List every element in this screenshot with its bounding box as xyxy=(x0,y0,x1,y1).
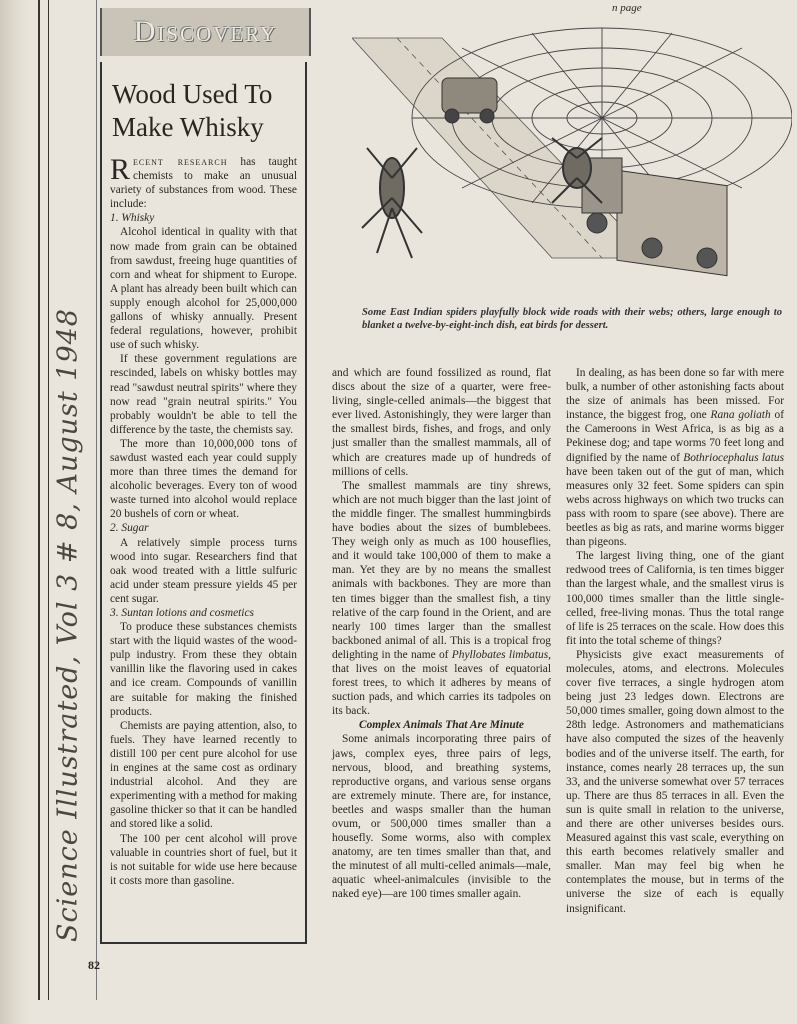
margin-rule xyxy=(48,0,49,1000)
section-label-discovery: Discovery xyxy=(100,8,311,56)
spider-icon xyxy=(362,148,422,258)
sidebar-body xyxy=(110,155,297,888)
text-run: have been taken out of the gut of man, which measures only 32 feet. Some spiders can spin webs across highways on which two trucks can pass with room to spare (see above). There are beetles as big as rats, and marine worms bigger than pigeons. xyxy=(566,465,784,549)
subheading: 3. Suntan lotions and cosmetics xyxy=(110,607,254,619)
paragraph: The 100 per cent alcohol will prove valuable in countries short of fuel, but it is not suitable for wide use here because it costs more than gasoline. xyxy=(110,832,297,887)
margin-rule xyxy=(38,0,40,1000)
middle-column xyxy=(332,366,551,902)
species-name: Rana goliath xyxy=(710,409,771,422)
paragraph xyxy=(566,366,784,549)
subheading: 1. Whisky xyxy=(110,212,155,225)
paragraph: A relatively simple process turns wood into sugar. Researchers find that oak wood treated with a little sulfuric acid under steam pressure yields 45 per cent sugar. xyxy=(110,536,297,605)
lead-smallcaps: ecent research xyxy=(133,156,228,168)
spider-web-illustration xyxy=(352,8,792,293)
illustration-caption: Some East Indian spiders playfully block wide roads with their webs; others, large enough to blanket a twelve-by-eight-inch dish, eat birds for dessert. xyxy=(362,307,782,331)
text-run: that lives on the moist leaves of equatorial forest trees, to which it adheres by means of suction pads, and which carries its tadpoles on its back. xyxy=(332,662,551,718)
paragraph: To produce these substances chemists start with the liquid wastes of the wood-pulp industry. From these they obtain vanillin like the flavoring used in cakes and ice cream. Compounds of vanillin are suitable for making the finished products. xyxy=(110,621,297,718)
title-line: Wood Used To xyxy=(112,79,273,109)
scan-binding-edge xyxy=(0,0,30,1024)
article-title xyxy=(112,78,272,144)
lead-text: has taught chemists to make an unusual variety of substances from wood. These include: xyxy=(110,156,297,211)
paragraph: The more than 10,000,000 tons of sawdust wasted each year could supply more than three times the demand for alcoholic beverages. Every ton of wood waste turned into alcohol would replace 20 bushels of corn or wheat. xyxy=(110,437,297,521)
species-name: Phyllobates limbatus, xyxy=(451,648,551,661)
text-run: In dealing, as has been done so far with mere bulk, a number of other astonishing facts about the size of animals has been missed. For instance, the biggest frog, one xyxy=(566,367,784,422)
page-number: 82 xyxy=(88,958,100,972)
species-name: Bothriocephalus latus xyxy=(683,451,785,464)
handwritten-citation: Science Illustrated, Vol 3 # 8, August 1948 xyxy=(52,308,84,942)
lead-paragraph xyxy=(110,155,297,211)
paragraph: and which are found fossilized as round, flat discs about the size of a quarter, were free-living, single-celled animals—the biggest that ever lived. Astonishingly, they were larger than the smallest birds, fishes, and frogs, and only just smaller than the smallest mammals, all of which are creatures made up of hundreds of millions of cells. xyxy=(332,367,551,478)
title-line: Make Whisky xyxy=(112,112,264,142)
paragraph: Physicists give exact measurements of molecules, atoms, and electrons. Molecules cover five terraces, a single hydrogen atom being just 23 ledges down. Electrons are 50,000 times smaller, going down almost to the 28th ledge. Astronomers and mathematicians have also computed the sizes of the heavenly bodies and of the universe itself. The earth, for instance, comes nearly 28 terraces up, the sun 33, and the universe somewhat over 57 terraces up. There are thus 85 terraces in all. Even the sun is quite small in relation to the universe, and there are other universes besides ours. Measured against this vast scale, everything on this earth becomes relatively smaller and smaller. Man may feel big when he contemplates the mouse, but in terms of the universe the size of each is equally insignificant. xyxy=(566,648,784,915)
paragraph xyxy=(332,479,551,719)
paragraph: Some animals incorporating three pairs of jaws, complex eyes, three pairs of legs, nervous, blood, and breathing systems, reproductive organs, and various sense organs are extremely minute. There are, for instance, beetles and wasps smaller than the human ovum, or 500,000 times smaller than a housefly. Some worms, also with complex anatomy, are ten times smaller than that, and the minutest of all multi-celled animals—male, aquatic wheel-animalcules (invisible to the naked eye)—are 100 times smaller again. xyxy=(332,733,551,901)
margin-rule xyxy=(96,0,97,1000)
right-column xyxy=(566,366,784,916)
subheading: Complex Animals That Are Minute xyxy=(359,719,524,732)
top-page-fragment: n page xyxy=(612,2,642,14)
paragraph: The largest living thing, one of the giant redwood trees of California, is ten times bigger than the largest whale, and the smallest virus is 100,000 times smaller than the little single-celled, free-living monas. Thus the total range of life is 25 terraces on the scale. How does this fit into the total scheme of things? xyxy=(566,550,784,647)
paragraph: If these government regulations are rescinded, labels on whisky bottles may read "sawdust neutral spirits" where they now read "grain neutral spirits." You probably wouldn't be able to tell the difference by the taste, the chemists say. xyxy=(110,353,297,436)
paragraph: Chemists are paying attention, also, to fuels. They have learned recently to distill 100 per cent pure alcohol for use in engines at the same cost as ordinary industrial alcohol. And they are experimenting with a method for making gasoline thicker so that it can be handled and stored like a solid. xyxy=(110,719,297,831)
paragraph: Alcohol identical in quality with that now made from grain can be obtained from sawdust, freeing huge quantities of corn and wheat for shipment to Europe. A plant has already been built which can supply enough alcohol for 25,000,000 gallons of whisky annually. Present federal regulations, however, prohibit use of such whisky. xyxy=(110,226,297,352)
drop-cap: R xyxy=(110,153,131,186)
text-run: The smallest mammals are tiny shrews, which are not much bigger than the last joint of the middle finger. The smallest hummingbirds have bodies about the sizes of bumblebees. They weigh only as much as 100 houseflies, and it would take 100,000 of them to make a man. Yet they are by no means the smallest animals with backbones. They are more than ten times bigger than the smallest fish, a tiny relative of the carp found in the Orient, and are nearly 100 times larger than the smallest backboned animal of all. This is a tropical frog delighting in the name of xyxy=(332,479,551,661)
text-run: of the Cameroons in West Africa, is as big as a Pekinese dog; and tape worms 70 feet long and dignified by the name of xyxy=(566,409,785,464)
subheading: 2. Sugar xyxy=(110,522,149,535)
